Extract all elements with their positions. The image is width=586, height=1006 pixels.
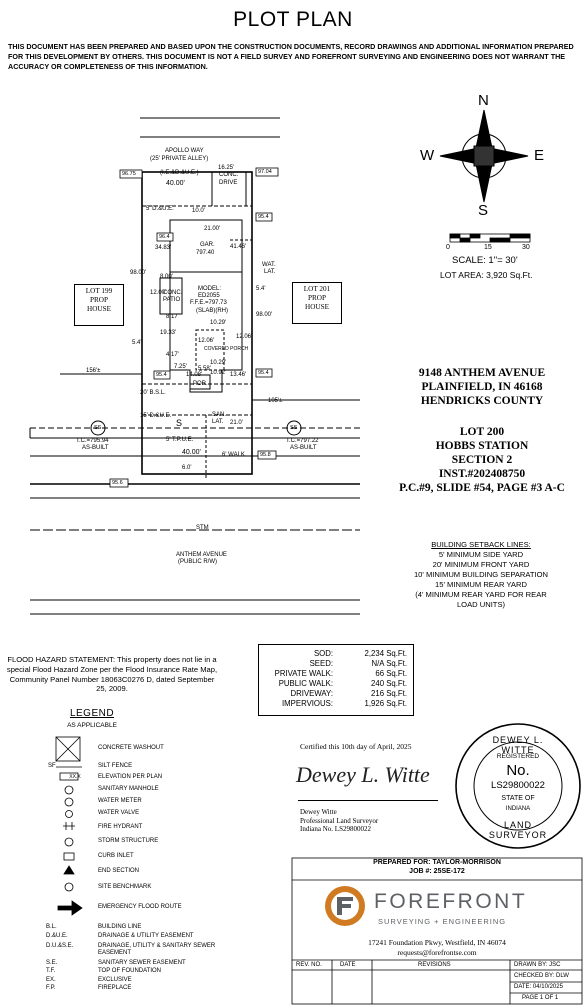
- bsl-label: 20' B.S.L.: [140, 390, 166, 396]
- flood-hazard-statement: FLOOD HAZARD STATEMENT: This property does not lie in a special Flood Hazard Zone per the Flood Insurance Rate Map, Community Panel Number 18063C0276 D, dated September 25, 2009.: [6, 655, 218, 694]
- legend-abbr-desc: TOP OF FOUNDATION: [98, 968, 162, 974]
- legend-desc: CURB INLET: [98, 853, 134, 859]
- disclaimer: THIS DOCUMENT HAS BEEN PREPARED AND BASED UPON THE CONSTRUCTION DOCUMENTS, RECORD DRAWINGS AND ADDITIONAL INFORMATION PREPARED FOR THIS DEVELOPMENT BY OTHERS. THIS DOCUMENT IS NOT A FIELD SURVEY AND FOREFRONT SURVEYING AND ENGINEERING DOES NOT WARRANT THE ACCURACY OR COMPLETENESS OF THIS INFORMATION.: [8, 42, 574, 71]
- tc-left-asbuilt: AS-BUILT: [82, 445, 109, 451]
- scale-bar: [450, 234, 530, 242]
- dim-417: 4.17': [166, 352, 179, 358]
- gar-elev: 797.40: [196, 250, 215, 256]
- area-value: 1,926 Sq.Ft.: [364, 699, 407, 708]
- dim-21-b: 21.0': [230, 420, 243, 426]
- legend-item: [6, 786, 226, 796]
- legend-item: [6, 904, 226, 914]
- seal-number: LS29800022: [491, 780, 545, 791]
- company-address: [292, 938, 582, 958]
- seal-state: STATE OF: [501, 795, 535, 802]
- area-value: 66 Sq.Ft.: [375, 669, 407, 678]
- legend-desc: END SECTION: [98, 868, 140, 874]
- revisions-header: REVISIONS: [418, 962, 451, 968]
- gar-label: GAR.: [200, 242, 215, 248]
- conc-label: CONC.: [219, 172, 239, 178]
- lot-info: [382, 425, 582, 495]
- legend-desc: STORM STRUCTURE: [98, 838, 159, 844]
- ffe-label: F.F.E.=797.73: [190, 300, 227, 306]
- elev-tl: 96.75: [122, 171, 136, 177]
- lot-201-prop: PROP: [308, 294, 326, 302]
- legend-abbr-desc: EXCLUSIVE: [98, 977, 132, 983]
- elev-954: 95.4: [258, 214, 269, 220]
- lot-line-3: SECTION 2: [451, 454, 513, 466]
- legend-abbr-row: [6, 985, 226, 994]
- due-bottom: 15' D.&U.E.: [140, 413, 172, 419]
- legend-sym: XX.X: [69, 774, 81, 780]
- ss-right: SS: [290, 425, 298, 431]
- date-header: DATE: [340, 962, 356, 968]
- legend-item: [6, 853, 226, 863]
- compass-e: E: [534, 147, 545, 164]
- building-setbacks: [398, 540, 564, 610]
- legend-desc: CONCRETE WASHOUT: [98, 745, 164, 751]
- dim-5-4-left: 5.4': [132, 340, 142, 346]
- legend-desc: FIRE HYDRANT: [98, 824, 143, 830]
- compass-w: W: [420, 147, 435, 164]
- prepared-for-text: PREPARED FOR: TAYLOR-MORRISON: [373, 859, 501, 866]
- legend-abbr-desc: DRAINAGE & UTILITY EASEMENT: [98, 933, 194, 939]
- area-row: [259, 669, 413, 679]
- property-address: [382, 366, 582, 408]
- legend-abbr-desc: SANITARY SEWER EASEMENT: [98, 960, 186, 966]
- setback-heading: BUILDING SETBACK LINES:: [431, 540, 531, 549]
- scale-tick-30: 30: [522, 244, 530, 251]
- lot-201-title: LOT 201: [303, 285, 331, 293]
- company-name: FOREFRONT: [374, 890, 528, 913]
- legend-desc: SANITARY MANHOLE: [98, 786, 159, 792]
- dim-1206-a: 12.06': [198, 338, 215, 344]
- dim-817: 8.17: [166, 314, 178, 320]
- certification-line: Certified this 10th day of April, 2025: [300, 742, 412, 751]
- area-row: [259, 699, 413, 709]
- ss-left: SS: [94, 425, 102, 431]
- due-top: 5' D.&U.E.: [146, 206, 174, 212]
- area-value: 216 Sq.Ft.: [371, 689, 407, 698]
- dim-1933: 19.33': [160, 330, 177, 336]
- surveyor-signature: Dewey L. Witte: [296, 762, 430, 787]
- address-line-2: PLAINFIELD, IN 46168: [421, 381, 543, 393]
- area-value: N/A Sq.Ft.: [371, 659, 407, 668]
- slab-label: (SLAB)(RH): [196, 308, 229, 314]
- model-name: ED2055: [198, 293, 220, 299]
- dim-21: 21.00': [204, 226, 221, 232]
- lot-width-top: 40.00': [166, 180, 185, 187]
- lot-199-prop: PROP: [90, 296, 108, 304]
- dim-558: 5.58': [198, 366, 211, 372]
- lot-201-house: HOUSE: [305, 303, 329, 311]
- patio-label-2: PATIO: [163, 297, 181, 303]
- forefront-logo-mark: [325, 886, 365, 926]
- compass-n: N: [478, 92, 489, 109]
- compass-rose: [440, 110, 528, 202]
- area-key: SEED:: [309, 659, 333, 668]
- lat2-label: LAT.: [212, 419, 224, 425]
- dim-105: 105'±: [268, 398, 283, 404]
- legend-desc: EMERGENCY FLOOD ROUTE: [98, 904, 182, 910]
- legend-item: [6, 884, 226, 894]
- dim-98-right: 98.00': [256, 312, 273, 318]
- lot-199-title: LOT 199: [85, 287, 113, 295]
- drive-label: DRIVE: [219, 180, 238, 186]
- compass-s: S: [478, 202, 489, 219]
- dim-1346: 13.46': [230, 372, 247, 378]
- covered-porch-label: COVERED PORCH: [204, 346, 249, 352]
- setback-line: 20' MINIMUM FRONT YARD: [432, 560, 530, 569]
- dim-1029: 10.29': [210, 320, 227, 326]
- address-line-3: HENDRICKS COUNTY: [420, 395, 544, 407]
- legend-title: LEGEND: [69, 708, 115, 719]
- dim-12: 12.00': [150, 290, 167, 296]
- area-summary-table: [258, 644, 414, 716]
- lot-201-box: [292, 282, 342, 324]
- legend-abbr: S.E.: [46, 960, 58, 966]
- dim-1029-b: 10.29': [210, 360, 227, 366]
- scale-tick-15: 15: [484, 244, 492, 251]
- dim-1092: 10.92': [210, 370, 227, 376]
- legend-desc: SILT FENCE: [98, 763, 133, 769]
- legend-item: [6, 868, 226, 878]
- lot-line-5: P.C.#9, SLIDE #54, PAGE #3 A-C: [399, 482, 565, 494]
- rev-no-header: REV. NO.: [296, 962, 322, 968]
- company-email: requests@forefrontse.com: [397, 948, 477, 957]
- dim-10: 10.0': [192, 208, 205, 214]
- page-title: PLOT PLAN: [233, 8, 353, 31]
- date-value: DATE: 04/10/2025: [514, 984, 563, 990]
- legend-abbr: B.L.: [46, 924, 57, 930]
- lot-199-box: [74, 284, 124, 326]
- legend-abbr-row: [6, 924, 226, 933]
- legend-abbr-row: [6, 943, 226, 959]
- legend-abbr: EX.: [46, 977, 56, 983]
- apollo-way-label: APOLLO WAY: [165, 148, 204, 154]
- dim-5-4-right: 5.4': [256, 286, 266, 292]
- tc-left: T.C.=795.94: [76, 438, 109, 444]
- area-key: SOD:: [313, 649, 333, 658]
- setback-line: 10' MINIMUM BUILDING SEPARATION: [413, 570, 549, 579]
- elev-tr: 97.04: [258, 169, 272, 175]
- seal-no: No.: [506, 762, 530, 779]
- area-row: [259, 649, 413, 659]
- legend-abbr: D.U.&S.E.: [46, 943, 74, 949]
- legend-item: [6, 774, 226, 784]
- area-key: PUBLIC WALK:: [278, 679, 333, 688]
- scale-label: SCALE: 1"= 30': [452, 255, 518, 266]
- dim-8: 8.00': [160, 274, 173, 280]
- lot-area: LOT AREA: 3,920 Sq.Ft.: [440, 270, 533, 280]
- drawn-by: DRAWN BY: JSC: [514, 962, 561, 968]
- scale-tick-0: 0: [446, 244, 450, 251]
- legend-desc: WATER VALVE: [98, 810, 140, 816]
- setback-line: 5' MINIMUM SIDE YARD: [438, 550, 524, 559]
- legend-subtitle: AS APPLICABLE: [67, 722, 117, 729]
- alley-label: (25' PRIVATE ALLEY): [150, 156, 209, 162]
- legend-abbr-row: [6, 933, 226, 942]
- company-address-line: 17241 Foundation Pkwy, Westfield, IN 46074: [368, 938, 506, 947]
- dim-98-left: 98.00': [130, 270, 147, 276]
- lot-199-house: HOUSE: [87, 305, 111, 313]
- legend-desc: SITE BENCHMARK: [98, 884, 152, 890]
- conc-width: 16.25': [218, 165, 235, 171]
- legend-item: [6, 810, 226, 820]
- anthem-avenue-label: ANTHEM AVENUE: [176, 552, 227, 558]
- area-value: 2,234 Sq.Ft.: [364, 649, 407, 658]
- area-row: [259, 689, 413, 699]
- dim-41: 41.46': [230, 244, 247, 250]
- legend-desc: WATER METER: [98, 798, 142, 804]
- dim-156: 156'±: [86, 368, 101, 374]
- elev-954-b: 95.4: [156, 372, 167, 378]
- seal-registered: REGISTERED: [496, 753, 540, 760]
- surveyor-info: [300, 808, 378, 834]
- wat-label: WAT.: [262, 262, 276, 268]
- legend-item: [6, 763, 226, 773]
- legend-item: [6, 798, 226, 808]
- elev-954-c: 95.4: [258, 370, 269, 376]
- page-number: PAGE 1 OF 1: [522, 995, 559, 1001]
- dim-6: 6.0': [182, 465, 192, 471]
- seal-top-text: DEWEY L. WITTE: [492, 735, 544, 755]
- public-rw-label: (PUBLIC R/W): [178, 559, 217, 565]
- area-key: PRIVATE WALK:: [274, 669, 333, 678]
- san-label: SAN.: [212, 412, 227, 418]
- surveyor-license: Indiana No. LS29800022: [300, 825, 371, 833]
- area-row: [259, 679, 413, 689]
- porch-label: POR.: [193, 381, 208, 387]
- walk-label: 6' WALK: [222, 452, 245, 458]
- lot-line-1: LOT 200: [459, 426, 505, 438]
- title-block-grid: [292, 858, 582, 1004]
- job-number: JOB #: 25SE-172: [409, 868, 465, 875]
- seal-bottom-text: LAND SURVEYOR: [488, 820, 548, 840]
- legend-abbr-desc: FIREPLACE: [98, 985, 132, 991]
- dim-1206-b: 12.06': [236, 334, 253, 340]
- legend-item: [6, 745, 226, 755]
- dim-34: 34.83': [155, 245, 172, 251]
- legend-item: [6, 838, 226, 848]
- legend-desc: ELEVATION PER PLAN: [98, 774, 163, 780]
- legend-sym: SF: [48, 763, 56, 769]
- surveyor-name: Dewey Witte: [300, 808, 337, 816]
- surveyor-role: Professional Land Surveyor: [300, 816, 379, 825]
- legend-abbr-desc: DRAINAGE, UTILITY & SANITARY SEWER EASEMENT: [98, 943, 216, 956]
- lot-line-4: INST.#202408750: [438, 468, 526, 480]
- ie-label: (I.E.&D.&U.E.): [160, 170, 199, 176]
- setback-line: 15' MINIMUM REAR YARD: [435, 580, 527, 589]
- legend-abbr-desc: BUILDING LINE: [98, 924, 142, 930]
- seal-indiana: INDIANA: [505, 806, 531, 812]
- signature-line: [298, 800, 438, 801]
- area-value: 240 Sq.Ft.: [371, 679, 407, 688]
- setback-line: LOAD UNITS): [456, 600, 506, 609]
- legend-abbr: F.P.: [46, 985, 56, 991]
- area-key: IMPERVIOUS:: [282, 699, 333, 708]
- lot-line-2: HOBBS STATION: [435, 440, 529, 452]
- elev-964: 96.4: [159, 234, 170, 240]
- stm-label: STM: [196, 525, 209, 531]
- lat-label: LAT.: [264, 269, 276, 275]
- checked-by: CHECKED BY: DLW: [514, 973, 569, 979]
- patio-label-1: CONC.: [163, 290, 183, 296]
- tc-right-asbuilt: AS-BUILT: [290, 445, 317, 451]
- address-line-1: 9148 ANTHEM AVENUE: [418, 367, 546, 379]
- legend-abbr: T.F.: [46, 968, 56, 974]
- company-tagline: SURVEYING + ENGINEERING: [378, 917, 507, 926]
- area-key: DRIVEWAY:: [290, 689, 333, 698]
- setback-line: (4' MINIMUM REAR YARD FOR REAR: [415, 590, 547, 599]
- elev-956: 95.6: [112, 480, 123, 486]
- legend-item: [6, 824, 226, 834]
- legend-abbr: D.&U.E.: [46, 933, 68, 939]
- dim-1408: 14.08': [186, 372, 203, 378]
- model-label: MODEL:: [198, 286, 222, 292]
- tc-right: T.C.=797.22: [286, 438, 319, 444]
- elev-958: 95.8: [260, 452, 271, 458]
- s-label: S: [176, 418, 183, 428]
- tpue-label: 5' T.P.U.E.: [166, 437, 194, 443]
- area-row: [259, 659, 413, 669]
- lot-width-bottom: 40.00': [182, 449, 201, 456]
- legend-abbr-row: [6, 968, 226, 977]
- dim-725: 7.25': [174, 364, 187, 370]
- prepared-for: [292, 858, 582, 876]
